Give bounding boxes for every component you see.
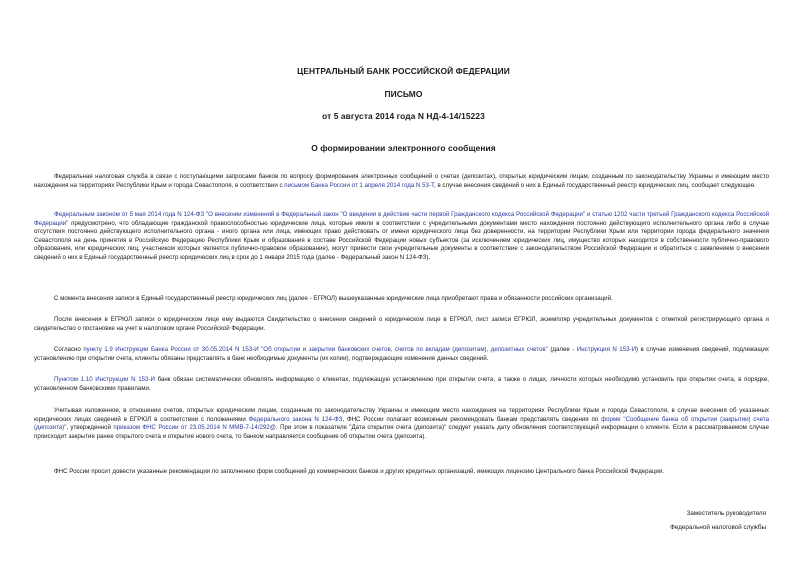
- paragraph-5-text-c: ) в случае изменения сведений, подлежащих установлению при открытии счета, клиенты обязаны представлять в банк необходимые документы (их копии), подтверждающие изменение данных сведений.: [34, 346, 769, 362]
- paragraph-6: [34, 376, 769, 393]
- document-type: ПИСЬМО: [384, 89, 423, 99]
- paragraph-7-text-b: , ФНС России полагает возможным рекомендовать банкам представлять сведения по: [342, 415, 602, 423]
- paragraph-7: [34, 407, 769, 441]
- paragraph-2-text: предусмотрено, что обладающие гражданской правоспособностью юридические лица, которые имели в соответствии с учредительными документами место нахождения постоянно действующего исполнительного органа либо в случае отсутствия постоянно действующего исполнительного органа - иного органа или лица, имеющих право действовать от имени юридического лица без доверенности, на территории Республики Крым или территории города федерального значения Севастополя на день принятия в Российскую Федерацию Республики Крым и образования в составе Российской Федерации новых субъектов (за исключением юридических лиц, имущество которых находится в собственности публично-правового образования, или юридических лиц, участником которых является публично-правовое образование), могут привести свои учредительные документы в соответствие с законодательством Российской Федерации и обратиться с заявлением о внесении сведений о них в Единый государственный реестр юридических лиц в срок до 1 января 2015 года (далее - Федеральный закон N 124-ФЗ).: [34, 219, 769, 261]
- paragraph-1: [34, 173, 769, 190]
- signature-block: [670, 509, 766, 532]
- paragraph-7-text-d: . При этом в показателе "Дата открытия счета (депозита)" следует указать дату обновления соответствующей информации о клиенте. Если в рассматриваемом случае происходит закрытие ранее открытого счета и открытие нового счета, то банком направляется сообщение об открытии счета (депозита).: [34, 424, 769, 440]
- paragraph-1-text-a: Федеральная налоговая служба в связи с поступающими запросами банков по вопросу формирования электронных сообщений о счетах (депозитах), открытых юридическим лицам, созданным по законодательству Украины и имеющим место нахождения на территориях Республики Крым и города Севастополя, в соответствии с: [34, 173, 769, 189]
- link-federal-law-124fz-short[interactable]: Федерального закона N 124-ФЗ: [248, 415, 343, 423]
- issuer-title: ЦЕНТРАЛЬНЫЙ БАНК РОССИЙСКОЙ ФЕДЕРАЦИИ: [297, 66, 510, 76]
- link-form-bank-message[interactable]: форме "Сообщение банка об открытии (закрытии) счета (депозита)": [34, 415, 770, 432]
- paragraph-2: [34, 211, 769, 263]
- document-subject: О формировании электронного сообщения: [311, 143, 496, 153]
- paragraph-7-text-c: , утвержденной: [66, 424, 114, 432]
- paragraph-4: [34, 316, 769, 333]
- paragraph-5-text-b: (далее -: [547, 346, 577, 353]
- signatory-organization: Федеральной налоговой службы: [670, 524, 766, 531]
- paragraph-4-text: После внесения в ЕГРЮЛ записи о юридическом лице ему выдаются Свидетельство о внесении сведений о юридическом лице в ЕГРЮЛ, лист записи ЕГРЮЛ, экземпляр учредительных документов с отметкой регистрирующего органа и свидетельство о постановке на учет в налоговом органе Российской Федерации.: [34, 316, 769, 332]
- paragraph-3: [34, 295, 769, 304]
- paragraph-5-text-a: Согласно: [54, 346, 84, 353]
- paragraph-8-text: ФНС России просит довести указанные рекомендации по заполнению форм сообщений до коммерческих банков и других кредитных организаций, имеющих лицензию Центрального банка Российской Федерации.: [54, 468, 664, 475]
- link-instruction-153i-p1-9[interactable]: пункту 1.9 Инструкции Банка России от 30.05.2014 N 153-И "Об открытии и закрытии банковских счетов, счетов по вкладам (депозитам), депозитных счетов": [83, 346, 548, 353]
- link-fns-order-mmv-7-14-292[interactable]: приказом ФНС России от 23.05.2014 N ММВ-7-14/292@: [113, 424, 277, 432]
- paragraph-6-text: банк обязан систематически обновлять информацию о клиентах, подлежащую установлению при открытии счета, а также о лицах, личности которых необходимо установить при открытии счета, в порядке, установленном банковскими правилами.: [34, 376, 770, 392]
- paragraph-3-text: С момента внесения записи в Единый государственный реестр юридических лиц (далее - ЕГРЮЛ) вышеуказанные юридические лица приобретают права и обязанности российских организаций.: [54, 295, 613, 302]
- signatory-position: Заместитель руководителя: [686, 510, 766, 517]
- paragraph-7-text-a: Учитывая изложенное, в отношении счетов, открытых юридическим лицам, созданным по законодательству Украины и имеющим место нахождения на территориях Республики Крым и города Севастополя, в случае внесения об указанных юридических лицах сведений в ЕГРЮЛ в соответствии с положениями: [34, 407, 769, 423]
- paragraph-8: [34, 468, 769, 477]
- link-federal-law-124fz[interactable]: Федеральным законом от 5 мая 2014 года N 124-ФЗ "О внесении изменений в Федеральный закон "О введении в действие части первой Гражданского кодекса Российской Федерации" и статью 1202 части третьей Гражданского кодекса Российской Федерации": [34, 211, 769, 227]
- link-bank-russia-letter-53t[interactable]: письмом Банка России от 1 апреля 2014 года N 53-Т: [284, 181, 435, 189]
- paragraph-1-text-b: , в случае внесения сведений о них в Единый государственный реестр юридических лиц, сообщает следующее.: [434, 181, 756, 189]
- document-date-number: от 5 августа 2014 года N НД-4-14/15223: [322, 111, 485, 121]
- link-instruction-153i-p1-10[interactable]: Пунктом 1.10 Инструкции N 153-И: [54, 376, 155, 383]
- link-instruction-153i[interactable]: Инструкция N 153-И: [576, 346, 636, 353]
- paragraph-5: [34, 346, 769, 363]
